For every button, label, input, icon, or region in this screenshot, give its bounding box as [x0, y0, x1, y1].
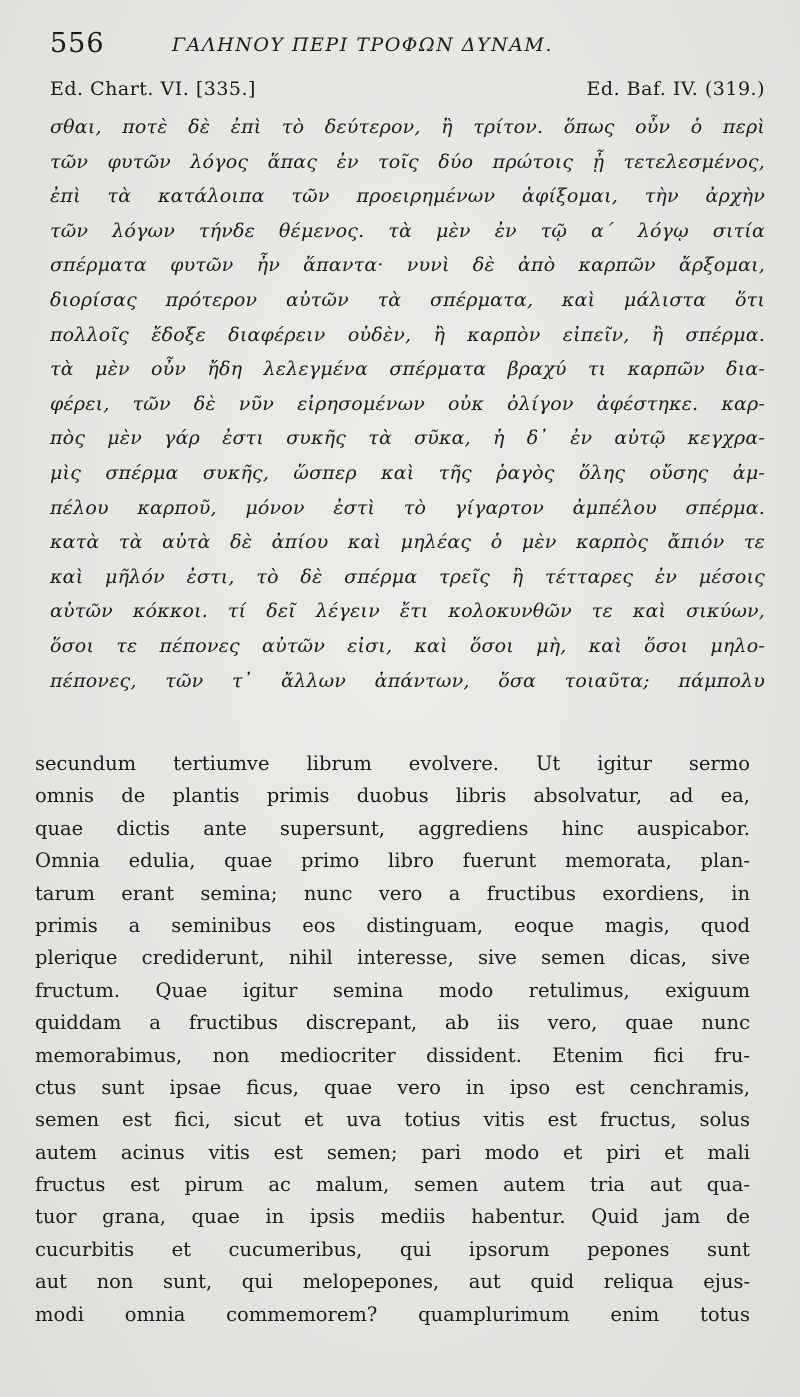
greek-line: μὶς σπέρμα συκῆς, ὥσπερ καὶ τῆς ῥαγὸς ὅλης οὔσης ἀμ-	[50, 461, 765, 484]
greek-line: καὶ μῆλόν ἐστι, τὸ δὲ σπέρμα τρεῖς ἢ τέτταρες ἐν μέσοις	[50, 565, 765, 588]
latin-line: fructum. Quae igitur semina modo retulimus, exiguum	[35, 978, 750, 1002]
greek-line: ὅσοι τε πέπονες αὐτῶν εἰσι, καὶ ὅσοι μὴ, καὶ ὅσοι μηλο-	[50, 634, 765, 657]
greek-line: τὰ μὲν οὖν ἤδη λελεγμένα σπέρματα βραχύ τι καρπῶν δια-	[50, 358, 765, 381]
greek-line: τῶν λόγων τήνδε θέμενος. τὰ μὲν ἐν τῷ α΄ λόγῳ σιτία	[50, 219, 765, 242]
greek-line: πέπονες, τῶν τ᾽ ἄλλων ἁπάντων, ὅσα τοιαῦτα; πάμπολυ	[50, 669, 765, 692]
greek-line: φέρει, τῶν δὲ νῦν εἰρησομένων οὐκ ὀλίγον ἀφέστηκε. καρ-	[50, 392, 765, 415]
greek-line: διορίσας πρότερον αὐτῶν τὰ σπέρματα, καὶ μάλιστα ὅτι	[50, 288, 765, 311]
greek-line: σθαι, ποτὲ δὲ ἐπὶ τὸ δεύτερον, ἢ τρίτον. ὅπως οὖν ὁ περὶ	[50, 116, 765, 138]
latin-line: quae dictis ante supersunt, aggrediens hinc auspicabor.	[35, 816, 750, 840]
greek-line: τῶν φυτῶν λόγος ἅπας ἐν τοῖς δύο πρώτοις ᾖ τετελεσμένος,	[50, 150, 765, 173]
latin-line: cucurbitis et cucumeribus, qui ipsorum pepones sunt	[35, 1237, 750, 1261]
greek-text-block	[50, 110, 765, 698]
greek-line: πολλοῖς ἔδοξε διαφέρειν οὐδὲν, ἢ καρπὸν εἰπεῖν, ἢ σπέρμα.	[50, 323, 765, 346]
latin-line: semen est fici, sicut et uva totius vitis est fructus, solus	[35, 1108, 750, 1132]
edition-references	[50, 78, 765, 106]
greek-line: ἐπὶ τὰ κατάλοιπα τῶν προειρημένων ἀφίξομαι, τὴν ἀρχὴν	[50, 185, 765, 208]
edition-chart-reference: Ed. Chart. VI. [335.]	[50, 78, 256, 100]
greek-line: πέλου καρποῦ, μόνον ἐστὶ τὸ γίγαρτον ἀμπέλου σπέρμα.	[50, 496, 765, 519]
latin-line: tarum erant semina; nunc vero a fructibus exordiens, in	[35, 881, 750, 905]
running-title: ΓΑΛΗΝΟΥ ΠΕΡΙ ΤΡΟΦΩΝ ΔΥΝΑΜ.	[172, 34, 553, 56]
latin-line: tuor grana, quae in ipsis mediis habentur. Quid jam de	[35, 1205, 750, 1229]
greek-line: πὸς μὲν γάρ ἐστι συκῆς τὰ σῦκα, ἡ δ᾽ ἐν αὐτῷ κεγχρα-	[50, 427, 765, 450]
latin-line: autem acinus vitis est semen; pari modo et piri et mali	[35, 1140, 750, 1164]
latin-line: fructus est pirum ac malum, semen autem tria aut qua-	[35, 1173, 750, 1197]
latin-line: memorabimus, non mediocriter dissident. Etenim fici fru-	[35, 1043, 750, 1067]
greek-line: κατὰ τὰ αὐτὰ δὲ ἀπίου καὶ μηλέας ὁ μὲν καρπὸς ἄπιόν τε	[50, 531, 765, 554]
latin-line: omnis de plantis primis duobus libris absolvatur, ad ea,	[35, 784, 750, 808]
latin-line: Omnia edulia, quae primo libro fuerunt memorata, plan-	[35, 849, 750, 873]
latin-line: aut non sunt, qui melopepones, aut quid reliqua ejus-	[35, 1270, 750, 1294]
edition-basel-reference: Ed. Baf. IV. (319.)	[586, 78, 765, 100]
latin-line: plerique crediderunt, nihil interesse, sive semen dicas, sive	[35, 946, 750, 970]
latin-translation-block	[35, 748, 750, 1331]
latin-line: ctus sunt ipsae ficus, quae vero in ipso est cenchramis,	[35, 1075, 750, 1099]
greek-line: αὐτῶν κόκκοι. τί δεῖ λέγειν ἔτι κολοκυνθῶν τε καὶ σικύων,	[50, 600, 765, 623]
latin-line: primis a seminibus eos distinguam, eoque magis, quod	[35, 913, 750, 937]
running-head	[50, 28, 710, 68]
latin-line: quiddam a fructibus discrepant, ab iis vero, quae nunc	[35, 1011, 750, 1035]
greek-line: σπέρματα φυτῶν ἦν ἅπαντα· νυνὶ δὲ ἀπὸ καρπῶν ἄρξομαι,	[50, 254, 765, 277]
latin-line: secundum tertiumve librum evolvere. Ut igitur sermo	[35, 752, 750, 775]
latin-line: modi omnia commemorem? quamplurimum enim totus	[35, 1302, 750, 1326]
page-number: 556	[50, 28, 105, 59]
